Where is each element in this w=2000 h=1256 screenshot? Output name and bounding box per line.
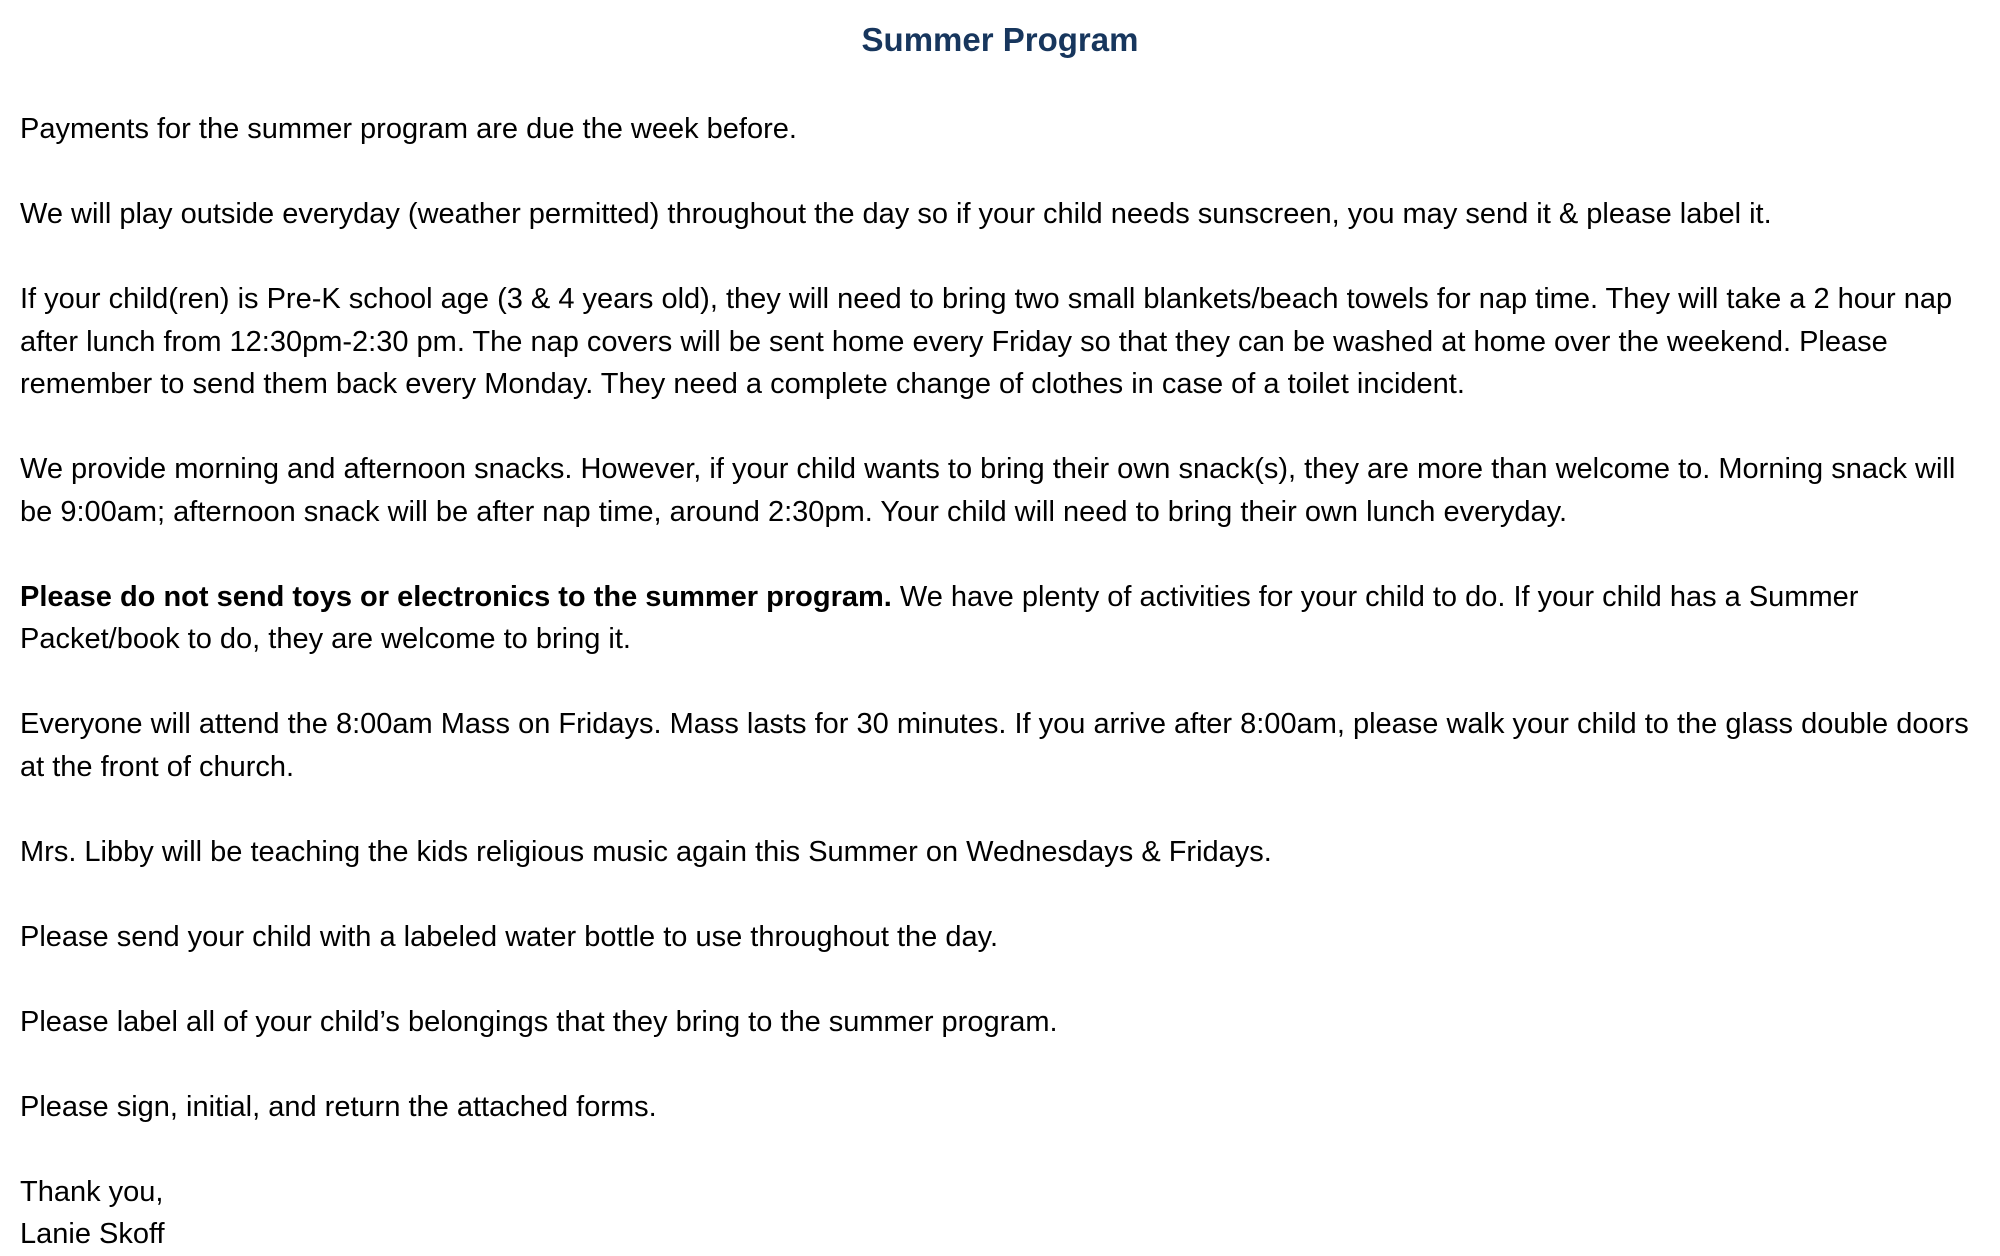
closing-line: Thank you, [20,1175,164,1208]
prek-nap-paragraph: If your child(ren) is Pre-K school age (3 & 4 years old), they will need to bring two small blankets/beach towels for nap time. They will take a 2 hour nap after lunch from 12:30pm-2:30 pm. The nap covers will be sent home every Friday so that they can be washed at home over the weekend. Please remember to send them back every Monday. They need a complete change of clothes in case of a toilet incident. [20,283,1953,400]
forms-paragraph: Please sign, initial, and return the attached forms. [20,1090,657,1123]
water-bottle-paragraph: Please send your child with a labeled water bottle to use throughout the day. [20,920,999,953]
payments-paragraph: Payments for the summer program are due the week before. [20,113,797,145]
snacks-paragraph: We provide morning and afternoon snacks. However, if your child wants to bring their own snack(s), they are more than welcome to. Morning snack will be 9:00am; afternoon snack will be after nap time, around 2:30pm. Your child will need to bring their own lunch everyday. [20,453,1956,528]
outside-play-paragraph: We will play outside everyday (weather permitted) throughout the day so if your child needs sunscreen, you may send it & please label it. [20,198,1772,230]
label-belongings-paragraph: Please label all of your child’s belongings that they bring to the summer program. [20,1005,1058,1038]
toys-paragraph-rest: We have plenty of activities for your child to do. If your child has a Summer Packet/book to do, they are welcome to bring it. [20,580,1859,655]
page-title: Summer Program [861,21,1139,58]
document-body [20,108,1990,1256]
mass-paragraph: Everyone will attend the 8:00am Mass on Fridays. Mass lasts for 30 minutes. If you arrive after 8:00am, please walk your child to the glass double doors at the front of church. [20,708,1969,783]
signature-name: Lanie Skoff [20,1218,165,1250]
music-paragraph: Mrs. Libby will be teaching the kids religious music again this Summer on Wednesdays & Fridays. [20,835,1272,868]
signature-block [20,1171,1990,1256]
toys-warning-bold: Please do not send toys or electronics to the summer program. [20,580,892,613]
toys-paragraph [20,576,1990,661]
